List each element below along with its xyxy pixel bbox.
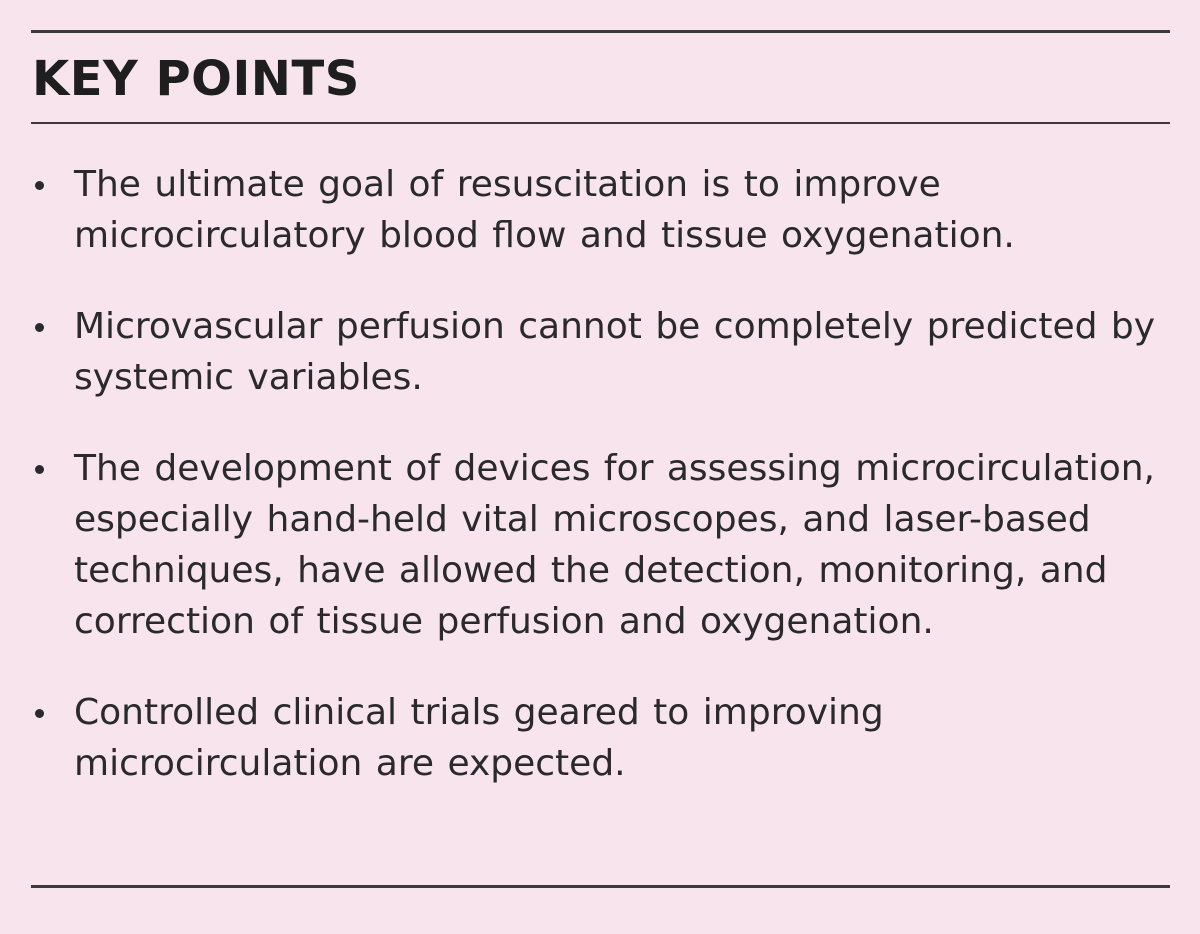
heading-divider xyxy=(31,122,1170,124)
key-points-heading: KEY POINTS xyxy=(32,51,360,107)
bottom-rule xyxy=(31,885,1170,888)
list-item-text: The development of devices for assessing microcirculation, especially hand-held vital microscopes, and laser-based techniques, have allowed the detection, monitoring, and correction of tissue perfusion and oxygenation. xyxy=(74,448,1155,642)
list-item xyxy=(34,301,1174,403)
list-item xyxy=(34,159,1174,261)
top-rule xyxy=(31,30,1170,33)
list-item-text: Microvascular perfusion cannot be completely predicted by systemic variables. xyxy=(74,306,1156,398)
list-item xyxy=(34,443,1174,647)
list-item xyxy=(34,687,1174,789)
list-item-text: Controlled clinical trials geared to improving microcirculation are expected. xyxy=(74,692,884,784)
list-item-text: The ultimate goal of resuscitation is to improve microcirculatory blood flow and tissue oxygenation. xyxy=(74,164,1015,256)
key-points-list xyxy=(34,159,1174,789)
